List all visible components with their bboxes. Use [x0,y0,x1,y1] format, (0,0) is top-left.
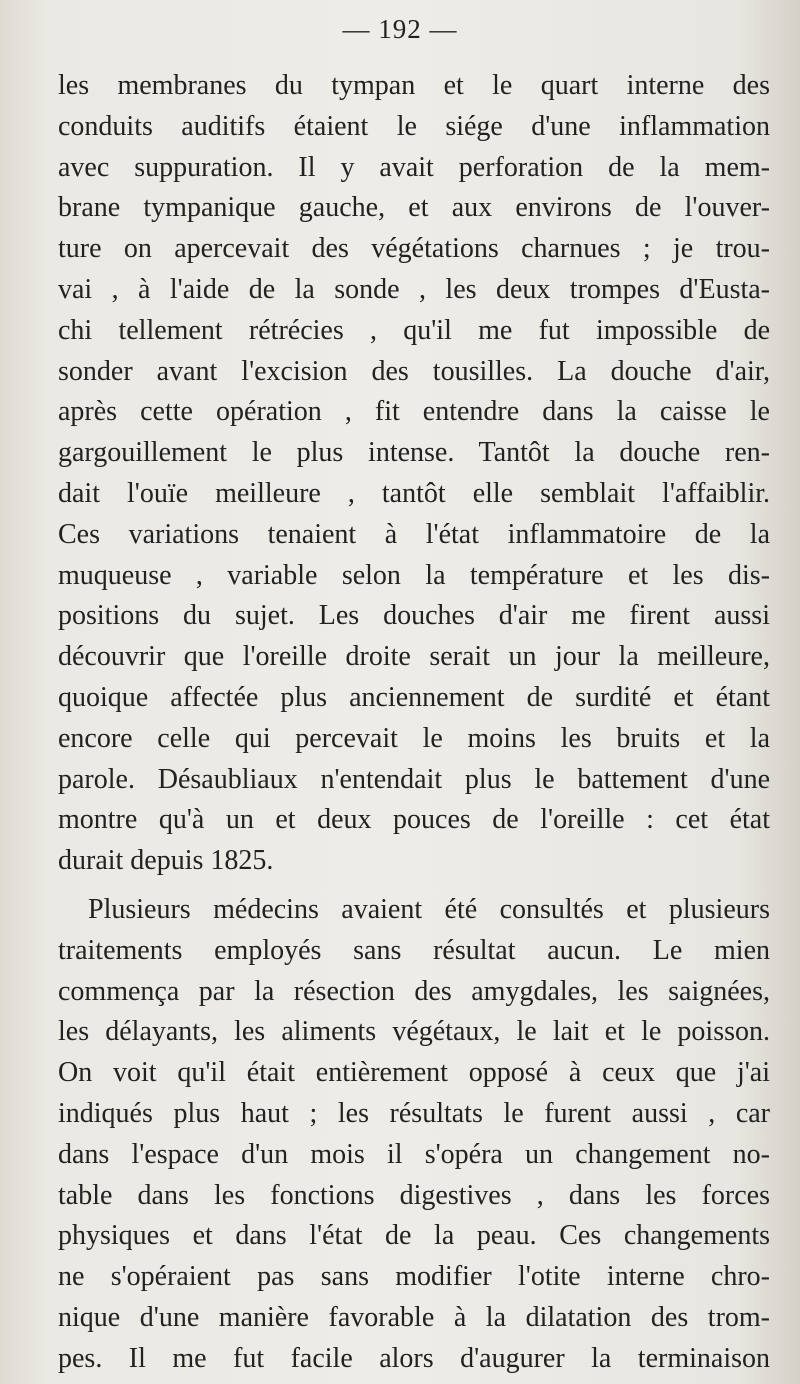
text-line: après cette opération , fit entendre dans la caisse le [58,396,770,428]
text-line: montre qu'à un et deux pouces de l'oreille : cet état [58,804,770,836]
text-line: nique d'une manière favorable à la dilatation des trom- [58,1301,770,1333]
text-line: parole. Désaubliaux n'entendait plus le battement d'une [58,763,770,795]
text-line: gargouillement le plus intense. Tantôt la douche ren- [58,437,770,469]
text-line: Ces variations tenaient à l'état inflammatoire de la [58,518,770,550]
paragraph [58,66,770,882]
paragraph-gap [58,882,770,890]
text-line: muqueuse , variable selon la température et les dis- [58,559,770,591]
text-line: dait l'ouïe meilleure , tantôt elle semblait l'affaiblir. [58,477,770,509]
text-line: vai , à l'aide de la sonde , les deux trompes d'Eusta- [58,273,770,305]
text-line: Plusieurs médecins avaient été consultés et plusieurs [88,893,770,925]
text-line: positions du sujet. Les douches d'air me firent aussi [58,600,770,632]
text-line: dans l'espace d'un mois il s'opéra un changement no- [58,1138,770,1170]
text-line: quoique affectée plus anciennement de surdité et étant [58,681,770,713]
paragraph [58,890,770,1380]
text-line: durait depuis 1825. [58,845,274,877]
text-line: chi tellement rétrécies , qu'il me fut impossible de [58,314,770,346]
text-line: pes. Il me fut facile alors d'augurer la terminaison [58,1342,770,1374]
text-line: sonder avant l'excision des tousilles. La douche d'air, [58,355,770,387]
text-line: physiques et dans l'état de la peau. Ces changements [58,1220,770,1252]
text-line: les membranes du tympan et le quart interne des [58,70,770,101]
page-number: — 192 — [342,14,458,44]
text-line: ture on apercevait des végétations charnues ; je trou- [58,233,770,265]
text-line: brane tympanique gauche, et aux environs de l'ouver- [58,192,770,224]
text-line: indiqués plus haut ; les résultats le furent aussi , car [58,1097,770,1129]
body-text [58,66,770,1380]
text-line: commença par la résection des amygdales, les saignées, [58,975,770,1007]
text-line: encore celle qui percevait le moins les bruits et la [58,722,770,754]
text-line: avec suppuration. Il y avait perforation de la mem- [58,151,770,183]
text-line: traitements employés sans résultat aucun. Le mien [58,934,770,966]
text-line: ne s'opéraient pas sans modifier l'otite interne chro- [58,1261,770,1293]
text-line: les délayants, les aliments végétaux, le lait et le poisson. [58,1016,770,1048]
text-line: On voit qu'il était entièrement opposé à ceux que j'ai [58,1057,770,1089]
text-line: conduits auditifs étaient le siége d'une inflammation [58,110,770,142]
text-line: découvrir que l'oreille droite serait un jour la meilleure, [58,641,770,673]
text-line: table dans les fonctions digestives , dans les forces [58,1179,770,1211]
